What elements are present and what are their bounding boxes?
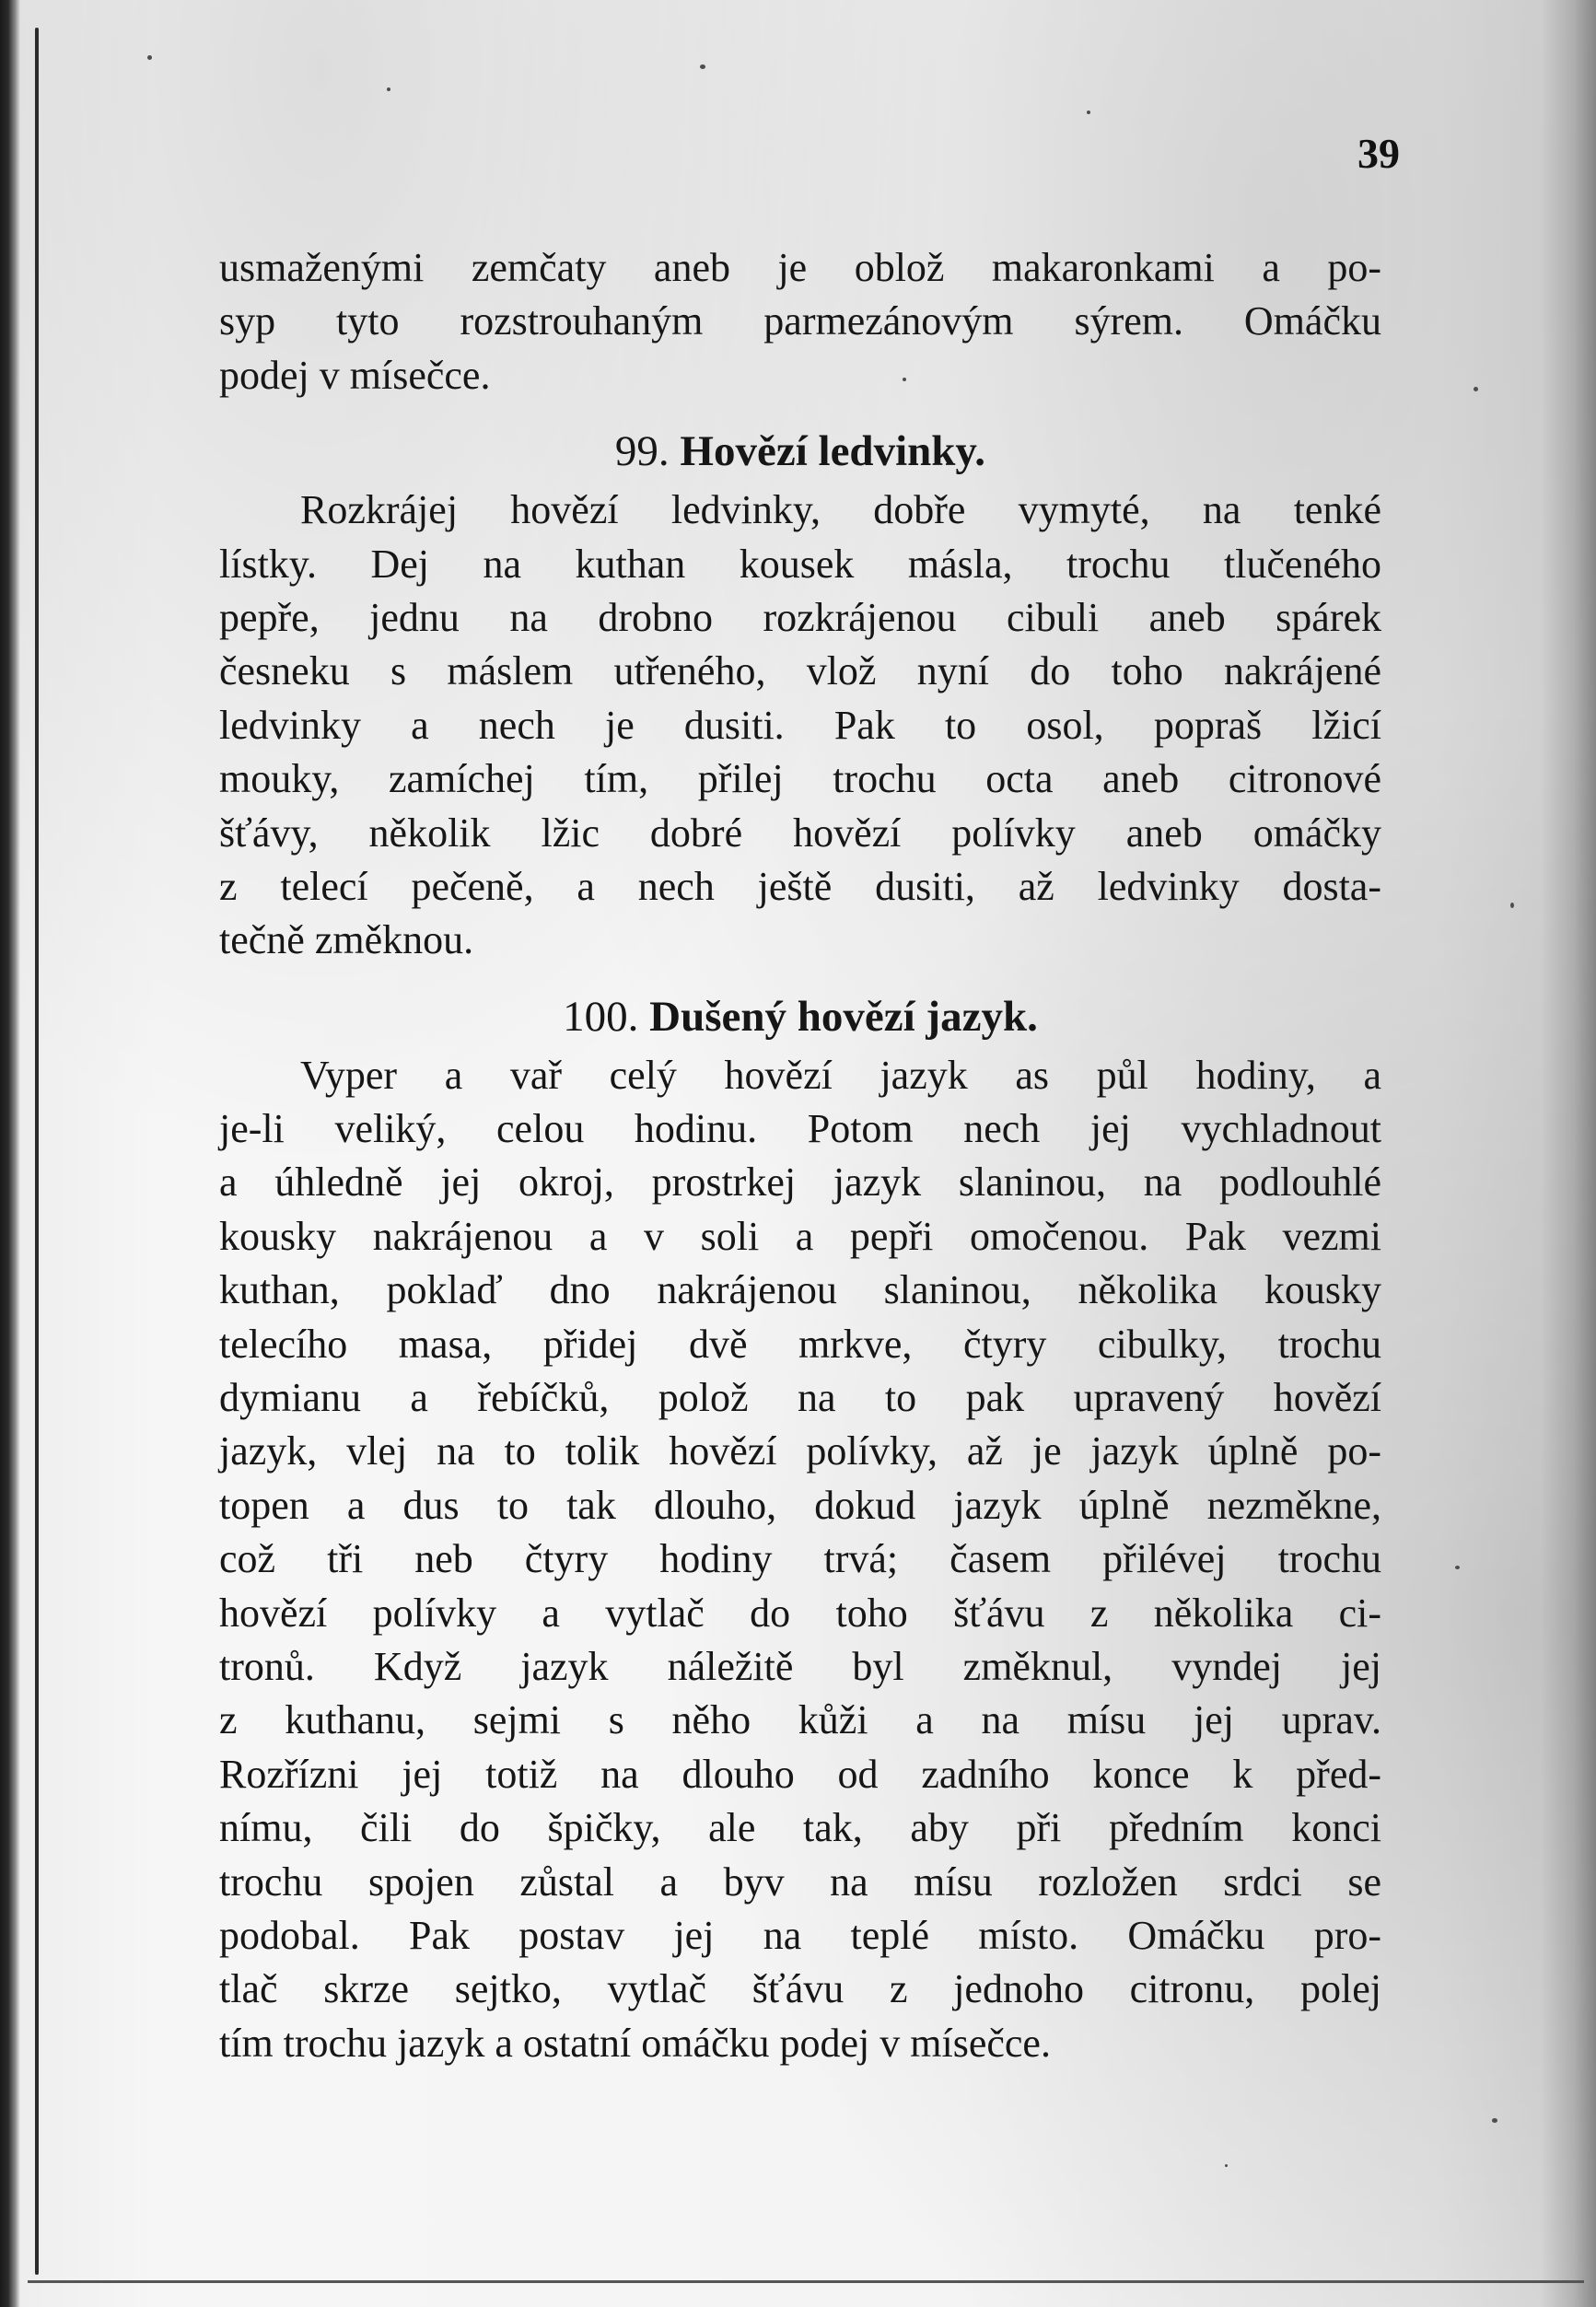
recipe-number: 99. bbox=[614, 427, 670, 476]
text-line: kousky nakrájenou a v soli a pepři omočenou. Pak vezmi bbox=[219, 1213, 1381, 1259]
paper-speck bbox=[1474, 387, 1478, 391]
page-bottom-border bbox=[28, 2280, 1584, 2283]
page-number: 39 bbox=[1357, 130, 1400, 177]
text-line: z kuthanu, sejmi s něho kůži a na mísu jej uprav. bbox=[219, 1697, 1381, 1743]
page-binding-shadow bbox=[0, 0, 20, 2307]
paper-speck bbox=[1087, 111, 1090, 114]
recipe-heading bbox=[219, 988, 1381, 1045]
text-line: usmaženými zemčaty aneb je oblož makaronkami a po- bbox=[219, 245, 1381, 290]
text-line: dymianu a řebíčků, polož na to pak upravený hovězí bbox=[219, 1375, 1381, 1421]
text-line: Vyper a vař celý hovězí jazyk as půl hodiny, a bbox=[300, 1052, 1381, 1098]
paper-speck bbox=[700, 64, 705, 69]
text-line: syp tyto rozstrouhaným parmezánovým sýrem. Omáčku bbox=[219, 298, 1381, 344]
page-text bbox=[219, 241, 1381, 2070]
recipe-title: Dušený hovězí jazyk. bbox=[649, 992, 1038, 1041]
paper-speck bbox=[147, 55, 152, 60]
recipe-number: 100. bbox=[563, 992, 639, 1041]
text-line: tečně změknou. bbox=[219, 917, 474, 963]
text-line: šťávy, několik lžic dobré hovězí polívky aneb omáčky bbox=[219, 810, 1381, 856]
text-line: podobal. Pak postav jej na teplé místo. Omáčku pro- bbox=[219, 1912, 1381, 1958]
text-line: nímu, čili do špičky, ale tak, aby při předním konci bbox=[219, 1805, 1381, 1851]
text-line: a úhledně jej okroj, prostrkej jazyk slaninou, na podlouhlé bbox=[219, 1159, 1381, 1206]
text-line: Rozkrájej hovězí ledvinky, dobře vymyté, na tenké bbox=[300, 487, 1381, 533]
text-line: trochu spojen zůstal a byv na mísu rozložen srdci se bbox=[219, 1858, 1381, 1905]
recipe-paragraph bbox=[219, 484, 1381, 968]
recipe-section bbox=[219, 988, 1381, 2070]
text-line: tronů. Když jazyk náležitě byl změknul, vyndej jej bbox=[219, 1643, 1381, 1689]
recipe-heading bbox=[219, 423, 1381, 480]
recipe-section bbox=[219, 423, 1381, 968]
text-line: tlač skrze sejtko, vytlač šťávu z jednoho citronu, polej bbox=[219, 1966, 1381, 2012]
paper-speck bbox=[1510, 903, 1514, 908]
paper-speck bbox=[387, 87, 390, 91]
text-line: tím trochu jazyk a ostatní omáčku podej v mísečce. bbox=[219, 2020, 1051, 2066]
paper-speck bbox=[903, 378, 906, 381]
text-line: Rozřízni jej totiž na dlouho od zadního konce k před- bbox=[219, 1751, 1381, 1797]
text-line: z telecí pečeně, a nech ještě dusiti, až ledvinky dosta- bbox=[219, 863, 1381, 909]
text-line: hovězí polívky a vytlač do toho šťávu z několika ci- bbox=[219, 1590, 1381, 1636]
text-line: což tři neb čtyry hodiny trvá; časem přilévej trochu bbox=[219, 1536, 1381, 1582]
paper-speck bbox=[1455, 1566, 1460, 1569]
recipe-title: Hovězí ledvinky. bbox=[680, 427, 986, 476]
recipe-paragraph bbox=[219, 1049, 1381, 2070]
page-right-shadow bbox=[1541, 0, 1596, 2307]
text-line: je-li veliký, celou hodinu. Potom nech jej vychladnout bbox=[219, 1106, 1381, 1152]
text-line: česneku s máslem utřeného, vlož nyní do toho nakrájené bbox=[219, 648, 1381, 694]
text-line: telecího masa, přidej dvě mrkve, čtyry cibulky, trochu bbox=[219, 1321, 1381, 1367]
text-line: mouky, zamíchej tím, přilej trochu octa aneb citronové bbox=[219, 756, 1381, 802]
paper-speck bbox=[1225, 2164, 1228, 2167]
text-line: topen a dus to tak dlouho, dokud jazyk úplně nezměkne, bbox=[219, 1482, 1381, 1528]
text-line: ledvinky a nech je dusiti. Pak to osol, popraš lžicí bbox=[219, 702, 1381, 748]
text-line: jazyk, vlej na to tolik hovězí polívky, až je jazyk úplně po- bbox=[219, 1428, 1381, 1474]
text-line: kuthan, poklaď dno nakrájenou slaninou, několika kousky bbox=[219, 1267, 1381, 1313]
text-line: podej v mísečce. bbox=[219, 352, 491, 398]
text-line: pepře, jednu na drobno rozkrájenou cibuli aneb spárek bbox=[219, 594, 1381, 640]
paper-speck bbox=[1492, 2118, 1497, 2123]
page-left-border bbox=[35, 28, 39, 2275]
text-line: lístky. Dej na kuthan kousek másla, trochu tlučeného bbox=[219, 541, 1381, 587]
intro-paragraph bbox=[219, 241, 1381, 402]
